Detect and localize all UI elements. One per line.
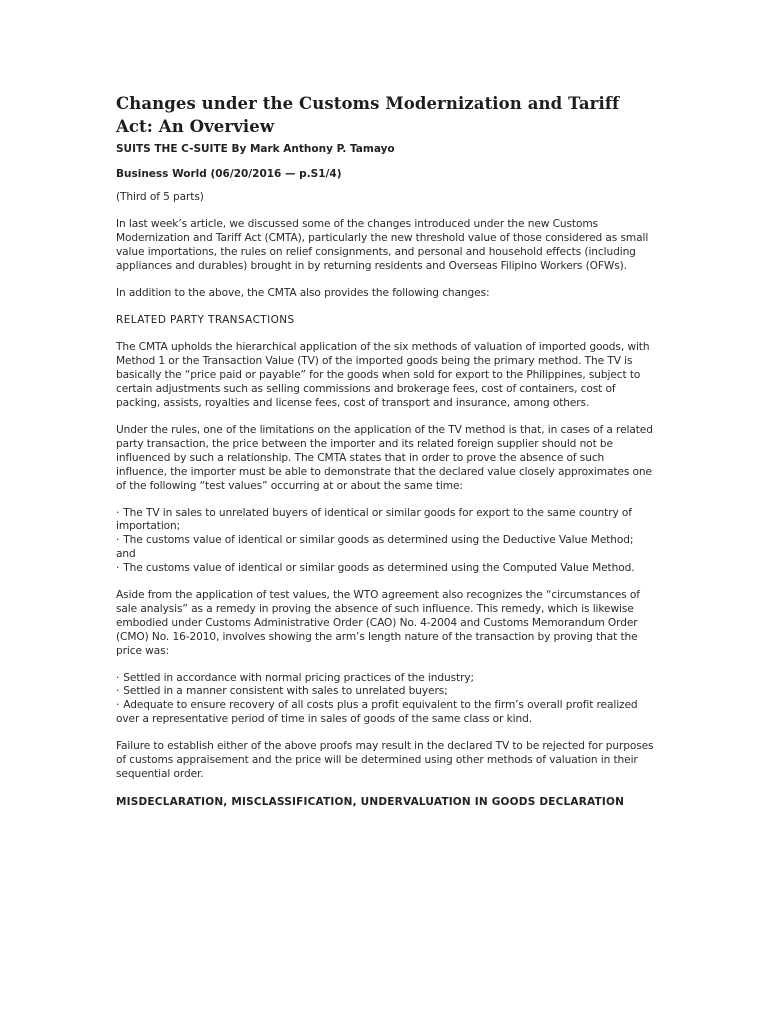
list-item	[116, 507, 656, 535]
section-heading-related-party: RELATED PARTY TRANSACTIONS	[116, 314, 295, 327]
article-byline: SUITS THE C-SUITE By Mark Anthony P. Tamayo	[116, 143, 395, 155]
price-conditions-list	[116, 672, 656, 728]
article	[116, 92, 656, 823]
bullet-icon: ·	[116, 534, 120, 547]
article-source: Business World (06/20/2016 — p.S1/4)	[116, 168, 342, 180]
intro-paragraph: In last week’s article, we discussed some of the changes introduced under the new Customs Modernization and Tariff Act (CMTA), particularly the new threshold value of those considered as small value importations, the rules on relief consignments, and personal and household effects (including appliances and durables) brought in by returning residents and Overseas Filipino Workers (OFWs).	[116, 217, 649, 272]
addition-paragraph: In addition to the above, the CMTA also provides the following changes:	[116, 286, 490, 299]
failure-paragraph: Failure to establish either of the above proofs may result in the declared TV to be rejected for purposes of customs appraisement and the price will be determined using other methods of valuation in their sequential order.	[116, 740, 654, 780]
list-item	[116, 562, 656, 576]
list-item-text: Settled in accordance with normal pricing practices of the industry;	[123, 671, 474, 684]
bullet-icon: ·	[116, 671, 120, 684]
list-item	[116, 672, 656, 686]
list-item	[116, 534, 656, 562]
test-values-list	[116, 507, 656, 577]
limitation-paragraph: Under the rules, one of the limitations on the application of the TV method is that, in cases of a related party transaction, the price between the importer and its related foreign supplier should not be influenced by such a relationship. The CMTA states that in order to prove the absence of such influence, the importer must be able to demonstrate that the declared value closely approximates one of the following “test values” occurring at or about the same time:	[116, 423, 653, 492]
part-note: (Third of 5 parts)	[116, 191, 204, 203]
article-title: Changes under the Customs Modernization and Tariff Act: An Overview	[116, 94, 620, 136]
list-item-text: The customs value of identical or similar goods as determined using the Computed Value Method.	[123, 562, 635, 575]
list-item-text: Settled in a manner consistent with sales to unrelated buyers;	[123, 685, 448, 698]
bullet-icon: ·	[116, 562, 120, 575]
list-item-text: The TV in sales to unrelated buyers of identical or similar goods for export to the same country of importation;	[116, 506, 632, 533]
bullet-icon: ·	[116, 685, 120, 698]
section-heading-misdeclaration: MISDECLARATION, MISCLASSIFICATION, UNDERVALUATION IN GOODS DECLARATION	[116, 795, 625, 808]
list-item	[116, 699, 656, 727]
list-item	[116, 685, 656, 699]
bullet-icon: ·	[116, 699, 120, 712]
circumstances-paragraph: Aside from the application of test values, the WTO agreement also recognizes the “circumstances of sale analysis” as a remedy in proving the absence of such influence. This remedy, which is likewise embodied under Customs Administrative Order (CAO) No. 4-2004 and Customs Memorandum Order (CMO) No. 16-2010, involves showing the arm’s length nature of the transaction by proving that the price was:	[116, 589, 640, 657]
list-item-text: Adequate to ensure recovery of all costs plus a profit equivalent to the firm’s overall profit realized over a representative period of time in sales of goods of the same class or kind.	[116, 699, 638, 726]
list-item-text: The customs value of identical or similar goods as determined using the Deductive Value Method; and	[116, 534, 634, 561]
bullet-icon: ·	[116, 506, 120, 519]
valuation-paragraph: The CMTA upholds the hierarchical application of the six methods of valuation of imported goods, with Method 1 or the Transaction Value (TV) of the imported goods being the primary method. The TV is basically the “price paid or payable” for the goods when sold for export to the Philippines, subject to certain adjustments such as selling commissions and brokerage fees, cost of containers, cost of packing, assists, royalties and license fees, cost of transport and insurance, among others.	[116, 341, 650, 410]
